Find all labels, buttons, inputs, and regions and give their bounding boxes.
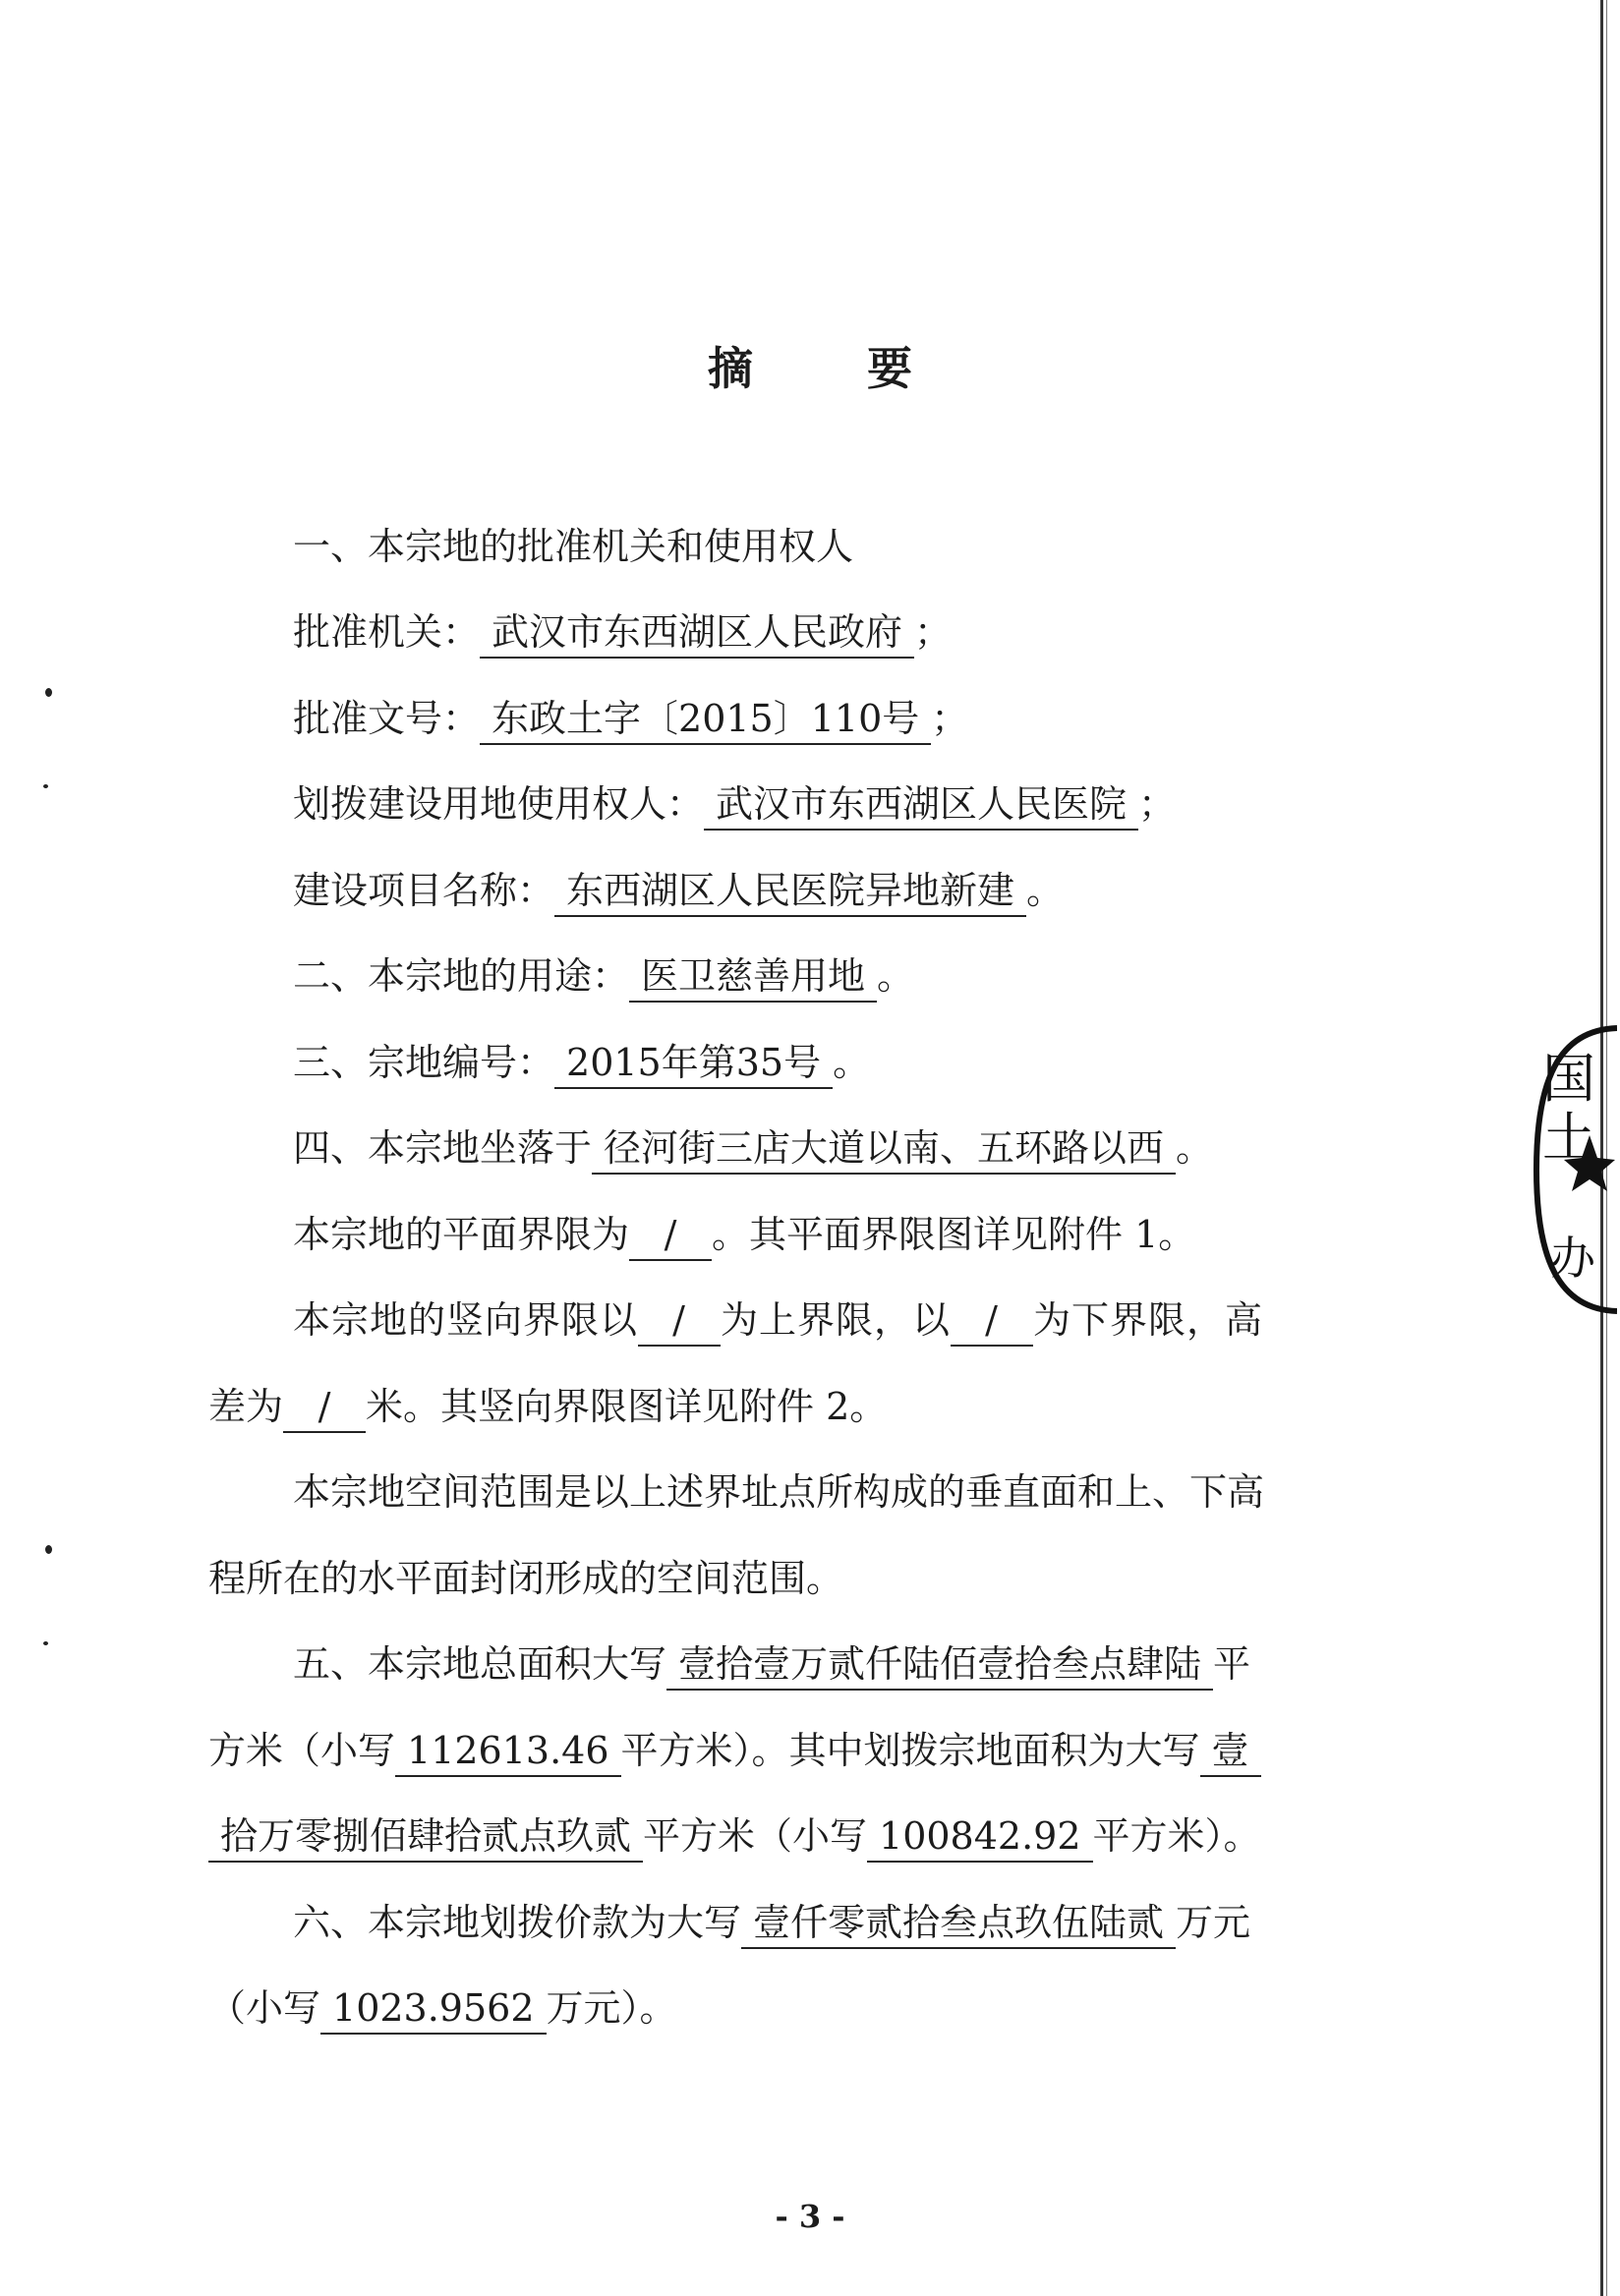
section-5-line-3: 拾万零捌佰肆拾贰点玖贰 平方米（小写 100842.92 平方米）。 xyxy=(208,1808,1260,1864)
parcel-number-value: 2015年第35号 xyxy=(554,1038,833,1089)
price-lower-value: 1023.9562 xyxy=(320,1983,547,2035)
approval-authority-value: 武汉市东西湖区人民政府 xyxy=(480,607,914,659)
plane-boundary-value: / xyxy=(629,1210,712,1261)
total-area-lower-value: 112613.46 xyxy=(395,1726,621,1777)
height-difference-line: 差为 / 米。其竖向界限图详见附件 2。 xyxy=(208,1379,1260,1434)
vertical-boundary-line: 本宗地的竖向界限以 / 为上界限，以 / 为下界限，高 xyxy=(293,1292,1345,1348)
section-3-line: 三、宗地编号： 2015年第35号 。 xyxy=(293,1035,1345,1090)
land-user-value: 武汉市东西湖区人民医院 xyxy=(704,779,1138,831)
section-2-line: 二、本宗地的用途： 医卫慈善用地 。 xyxy=(293,948,1345,1004)
project-name-value: 东西湖区人民医院异地新建 xyxy=(554,866,1026,917)
scan-speck xyxy=(45,688,52,697)
location-value: 径河街三店大道以南、五环路以西 xyxy=(592,1123,1176,1175)
land-user-line: 划拨建设用地使用权人： 武汉市东西湖区人民医院 ； xyxy=(293,776,1345,832)
allocated-area-upper-value: 拾万零捌佰肆拾贰点玖贰 xyxy=(208,1811,643,1863)
plane-boundary-line: 本宗地的平面界限为 / 。其平面界限图详见附件 1。 xyxy=(293,1207,1345,1262)
lower-boundary-value: / xyxy=(951,1295,1033,1347)
document-number-value: 东政土字〔2015〕110号 xyxy=(480,694,931,745)
scan-speck xyxy=(45,1545,52,1554)
section-5-line-2: 方米（小写 112613.46 平方米）。其中划拨宗地面积为大写 壹 xyxy=(208,1723,1260,1778)
scan-speck xyxy=(43,1641,48,1645)
seal-text-top: 国土 xyxy=(1542,1048,1595,1169)
section-6-line-2: （小写 1023.9562 万元）。 xyxy=(208,1980,1260,2036)
approval-authority-line: 批准机关： 武汉市东西湖区人民政府 ； xyxy=(293,604,1345,660)
official-seal xyxy=(1529,1022,1617,1317)
page-title: 摘 要 xyxy=(707,342,961,395)
page-number: - 3 - xyxy=(775,2198,845,2235)
total-area-upper-value: 壹拾壹万贰仟陆佰壹拾叁点肆陆 xyxy=(666,1639,1213,1691)
allocated-area-lower-value: 100842.92 xyxy=(867,1811,1093,1863)
seal-text-bottom: 办 xyxy=(1550,1232,1595,1285)
height-difference-value: / xyxy=(283,1382,366,1433)
price-upper-value: 壹仟零贰拾叁点玖伍陆贰 xyxy=(741,1898,1176,1949)
allocated-area-upper-start: 壹 xyxy=(1200,1726,1261,1777)
section-4-line: 四、本宗地坐落于 径河街三店大道以南、五环路以西 。 xyxy=(293,1120,1345,1176)
section-6-line-1: 六、本宗地划拨价款为大写 壹仟零贰拾叁点玖伍陆贰 万元 xyxy=(293,1895,1345,1950)
document-number-line: 批准文号： 东政土字〔2015〕110号 ； xyxy=(293,691,1345,746)
space-range-line-1: 本宗地空间范围是以上述界址点所构成的垂直面和上、下高 xyxy=(293,1470,1265,1514)
section-1-heading: 一、本宗地的批准机关和使用权人 xyxy=(293,525,854,568)
scan-speck xyxy=(43,784,48,788)
land-use-value: 医卫慈善用地 xyxy=(629,951,877,1003)
project-name-line: 建设项目名称： 东西湖区人民医院异地新建 。 xyxy=(293,863,1345,918)
space-range-line-2: 程所在的水平面封闭形成的空间范围。 xyxy=(208,1557,844,1600)
upper-boundary-value: / xyxy=(638,1295,721,1347)
section-5-line-1: 五、本宗地总面积大写 壹拾壹万贰仟陆佰壹拾叁点肆陆 平 xyxy=(293,1636,1345,1692)
